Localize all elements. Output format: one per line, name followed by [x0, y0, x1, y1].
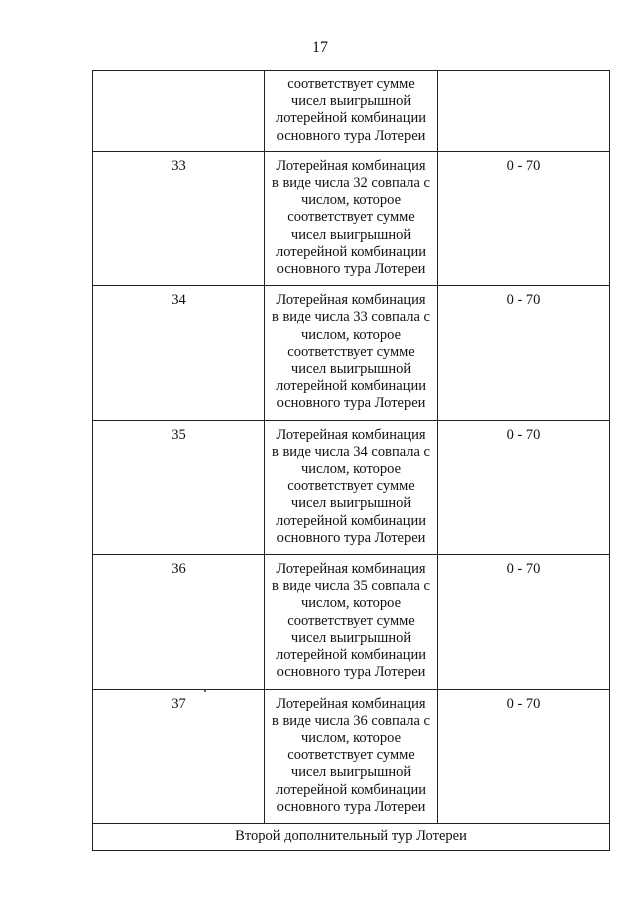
description-line: чисел выигрышной: [290, 629, 412, 646]
description-line: Лотерейная комбинация: [276, 292, 426, 309]
table-row: [93, 151, 610, 285]
table-row-section-header: [93, 823, 610, 850]
description-line: основного тура Лотереи: [276, 395, 426, 412]
description-line: соответствует сумме: [287, 76, 415, 92]
number-cell: 37: [93, 689, 265, 823]
description-line: Лотерейная комбинация: [276, 157, 426, 174]
description-line: соответствует сумме: [287, 478, 415, 495]
description-line: основного тура Лотереи: [276, 798, 426, 815]
description-line: лотерейной комбинации: [276, 243, 426, 260]
lottery-table: [92, 70, 610, 851]
description-line: числом, которое: [301, 192, 401, 209]
description-line: числом, которое: [301, 326, 401, 343]
description-line: Лотерейная комбинация: [276, 561, 426, 578]
number-cell: [93, 71, 265, 152]
description-line: соответствует сумме: [287, 612, 415, 629]
description-line: соответствует сумме: [287, 343, 415, 360]
scan-speck: [204, 690, 206, 692]
range-cell: 0 - 70: [438, 555, 610, 689]
description-line: чисел выигрышной: [290, 226, 412, 243]
description-line: чисел выигрышной: [290, 361, 412, 378]
description-line: основного тура Лотереи: [276, 261, 426, 278]
description-cell: [265, 151, 438, 285]
page-number: 17: [312, 39, 328, 56]
description-line: числом, которое: [301, 729, 401, 746]
description-line: в виде числа 33 совпала с: [271, 309, 430, 326]
table-row: [93, 286, 610, 420]
range-cell: [438, 71, 610, 152]
range-cell: 0 - 70: [438, 420, 610, 554]
range-cell: 0 - 70: [438, 151, 610, 285]
description-line: лотерейной комбинации: [276, 647, 426, 664]
section-title: Второй дополнительный тур Лотереи: [93, 823, 610, 850]
description-line: чисел выигрышной: [290, 495, 412, 512]
description-line: основного тура Лотереи: [276, 127, 426, 144]
table-row-continuation: [93, 71, 610, 152]
number-cell: 35: [93, 420, 265, 554]
description-line: основного тура Лотереи: [276, 664, 426, 681]
description-cell: [265, 689, 438, 823]
number-cell: 36: [93, 555, 265, 689]
table-row: [93, 420, 610, 554]
description-cell: [265, 555, 438, 689]
description-line: Лотерейная комбинация: [276, 426, 426, 443]
description-line: соответствует сумме: [287, 209, 415, 226]
description-line: соответствует сумме: [287, 747, 415, 764]
description-line: в виде числа 32 совпала с: [271, 175, 430, 192]
description-line: числом, которое: [301, 595, 401, 612]
table-row: [93, 555, 610, 689]
description-line: лотерейной комбинации: [276, 512, 426, 529]
description-line: основного тура Лотереи: [276, 529, 426, 546]
description-cell: [265, 71, 438, 152]
table-row: [93, 689, 610, 823]
description-cell: [265, 286, 438, 420]
description-line: числом, которое: [301, 461, 401, 478]
description-line: лотерейной комбинации: [276, 110, 426, 127]
description-line: лотерейной комбинации: [276, 781, 426, 798]
description-line: в виде числа 34 совпала с: [271, 443, 430, 460]
description-line: лотерейной комбинации: [276, 378, 426, 395]
range-cell: 0 - 70: [438, 689, 610, 823]
description-line: в виде числа 36 совпала с: [271, 712, 430, 729]
description-line: Лотерейная комбинация: [276, 695, 426, 712]
description-line: чисел выигрышной: [290, 93, 412, 110]
range-cell: 0 - 70: [438, 286, 610, 420]
description-line: чисел выигрышной: [290, 764, 412, 781]
number-cell: 34: [93, 286, 265, 420]
description-line: в виде числа 35 совпала с: [271, 578, 430, 595]
number-cell: 33: [93, 151, 265, 285]
description-cell: [265, 420, 438, 554]
